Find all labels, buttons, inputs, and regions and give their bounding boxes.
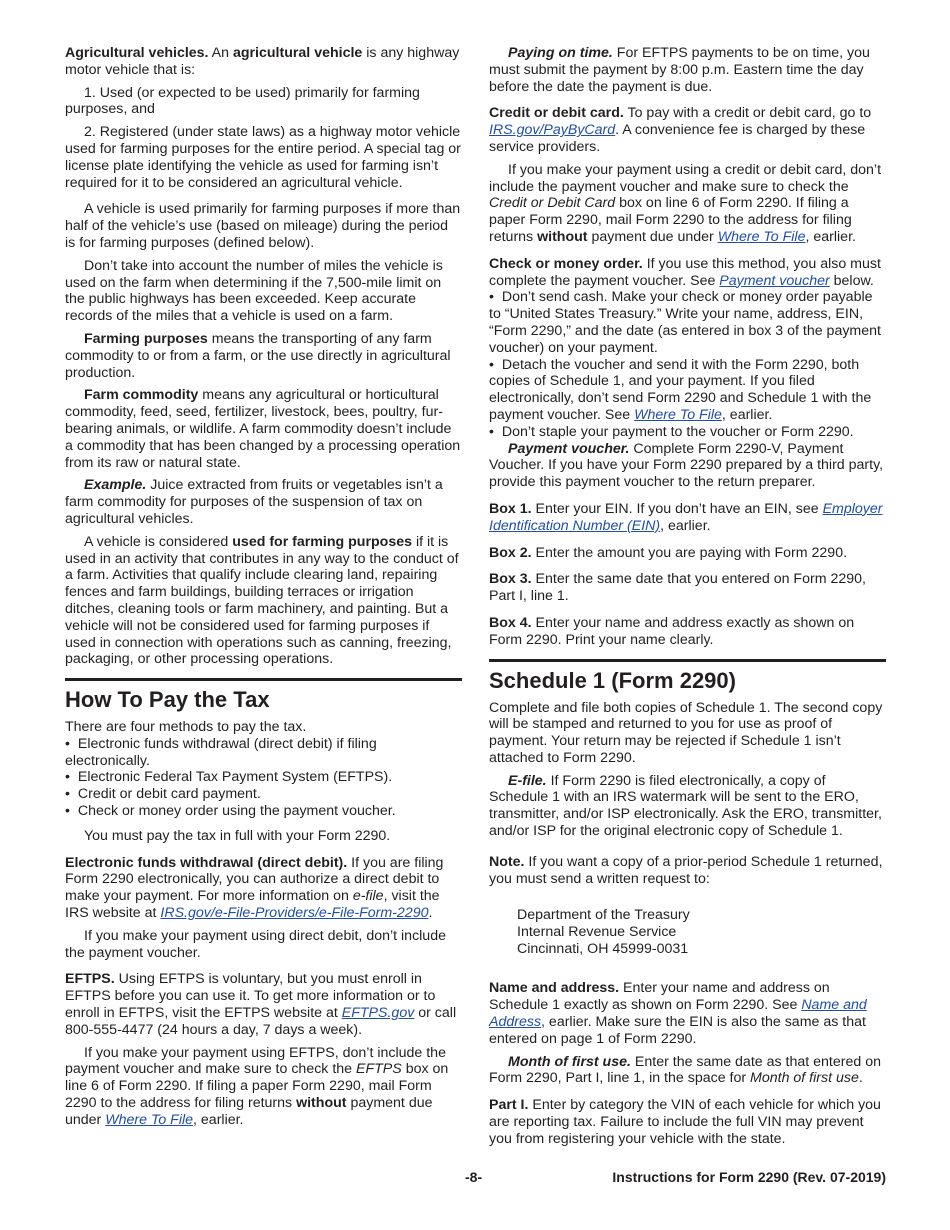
list-item: • Electronic Federal Tax Payment System (EFTPS). <box>65 769 462 786</box>
name-and-address-link[interactable]: Name and Address <box>489 997 867 1031</box>
list-item: • Don’t send cash. Make your check or money order payable to “United States Treasury.” Write your name, address, EIN, “Form 2290,” and the date (as entered in box 3 of the payment voucher) on your payment. <box>489 289 886 356</box>
where-to-file-link[interactable]: Where To File <box>634 406 722 423</box>
box1-paragraph: Box 1. Enter your EIN. If you don’t have an EIN, see Employer Identification Number (EIN), earlier. <box>489 500 883 534</box>
list-item: • Detach the voucher and send it with the Form 2290, both copies of Schedule 1, and your payment. If you filed electronically, don’t send Form 2290 and Schedule 1 with the payment voucher. See Where To File, earlier. <box>489 357 886 424</box>
payment-voucher-link[interactable]: Payment voucher <box>719 272 830 289</box>
left-column <box>65 45 462 1135</box>
where-to-file-link[interactable]: Where To File <box>717 228 806 245</box>
paybycard-link[interactable]: IRS.gov/PayByCard <box>489 122 616 139</box>
farm-commodity-paragraph: Farm commodity means any agricultural or horticultural commodity, feed, seed, fertilizer, livestock, bees, poultry, fur-bearing animals, or wildlife. A farm commodity doesn’t include a commodity that has been changed by a processing operation from its raw or natural state. <box>65 387 461 471</box>
agricultural-vehicles-paragraph: Agricultural vehicles. An agricultural vehicle is any highway motor vehicle that is: <box>65 45 460 78</box>
payment-methods-list <box>65 736 462 820</box>
used-for-farming-paragraph: A vehicle is considered used for farming purposes if it is used in an activity that contributes in any way to the conduct of a farm. Activities that qualify include clearing land, repairing fences and farm buildings, building terraces or irrigation ditches, cleaning tools or farm machinery, and painting. But a vehicle will not be considered used for farming purposes if used in connection with operations such as canning, freezing, packaging, or other processing operations. <box>65 533 459 668</box>
example-paragraph: Example. Juice extracted from fruits or vegetables isn’t a farm commodity for purposes of the suspension of tax on agricultural vehicles. <box>65 477 443 527</box>
mileage-paragraph: Don’t take into account the number of miles the vehicle is used on the farm when determining if the 7,500-mile limit on the public highways has been exceeded. Keep accurate records of the miles that a vehicle is used on a farm. <box>65 257 443 325</box>
section-divider <box>65 678 462 681</box>
list-item: • Check or money order using the payment voucher. <box>65 803 462 820</box>
schedule-1-heading: Schedule 1 (Form 2290) <box>489 667 736 693</box>
payment-voucher-paragraph: Payment voucher. Complete Form 2290-V, Payment Voucher. If you have your Form 2290 prepared by a third party, provide this payment voucher to the return preparer. <box>489 440 884 491</box>
list-item: • Electronic funds withdrawal (direct debit) if filing electronically. <box>65 736 462 770</box>
schedule-1-intro: Complete and file both copies of Schedule 1. The second copy will be stamped and returned to you for use as proof of payment. Your return may be rejected if Schedule 1 isn’t attached to Form 2290. <box>489 699 883 766</box>
direct-debit-voucher-paragraph: If you make your payment using direct debit, don’t include the payment voucher. <box>65 927 446 961</box>
box3-paragraph: Box 3. Enter the same date that you entered on Form 2290, Part I, line 1. <box>489 571 866 605</box>
primary-use-paragraph: A vehicle is used primarily for farming purposes if more than half of the vehicle’s use (based on mileage) during the period is for farming purposes (defined below). <box>65 201 461 251</box>
where-to-file-link[interactable]: Where To File <box>105 1111 194 1128</box>
credit-card-voucher-paragraph: If you make your payment using a credit or debit card, don’t include the payment voucher and make sure to check the Credit or Debit Card box on line 6 of Form 2290. If filing a paper Form 2290, mail Form 2290 to the address for filing returns without payment due under Where To File, earlier. <box>489 161 882 245</box>
check-instructions-list <box>489 289 886 440</box>
list-item: • Don’t staple your payment to the voucher or Form 2290. <box>489 424 886 441</box>
ag-condition-2: 2. Registered (under state laws) as a highway motor vehicle used for farming purposes for the entire period. A special tag or license plate identifying the vehicle as used for farming isn’t required for it to be considered an agricultural vehicle. <box>65 124 461 191</box>
efile-providers-link[interactable]: IRS.gov/e-File-Providers/e-File-Form-2290 <box>160 905 429 922</box>
name-address-paragraph: Name and address. Enter your name and address on Schedule 1 exactly as shown on Form 2290. See Name and Address, earlier. Make sure the EIN is also the same as that entered on page 1 of Form 2290. <box>489 980 867 1047</box>
right-column <box>489 45 886 1154</box>
efile-paragraph: E-file. If Form 2290 is filed electronically, a copy of Schedule 1 with an IRS watermark will be sent to the ERO, transmitter, and/or ISP electronically. Ask the ERO, transmitter, and/or ISP for the original electronic copy of Schedule 1. <box>489 772 882 840</box>
eftps-link[interactable]: EFTPS.gov <box>341 1005 415 1022</box>
part-1-paragraph: Part I. Enter by category the VIN of each vehicle for which you are reporting tax. Failure to include the full VIN may prevent you from registering your vehicle with the state. <box>489 1097 881 1147</box>
eftps-paragraph: EFTPS. Using EFTPS is voluntary, but you must enroll in EFTPS before you can use it. To get more information or to enroll in EFTPS, visit the EFTPS website at EFTPS.gov or call 800-555-4477 (24 hours a day, 7 days a week). <box>65 971 457 1038</box>
month-first-use-paragraph: Month of first use. Enter the same date as that entered on Form 2290, Part I, line 1, in the space for Month of first use. <box>489 1053 881 1087</box>
eftps-voucher-paragraph: If you make your payment using EFTPS, don’t include the payment voucher and make sure to check the EFTPS box on line 6 of Form 2290. If filing a paper Form 2290, mail Form 2290 to the address for filing returns without payment due under Where To File, earlier. <box>65 1044 449 1128</box>
pay-in-full-paragraph: You must pay the tax in full with your Form 2290. <box>84 827 391 844</box>
check-money-order-paragraph: Check or money order. If you use this method, you also must complete the payment voucher. See Payment voucher below. <box>489 255 881 289</box>
paying-on-time-paragraph: Paying on time. For EFTPS payments to be on time, you must submit the payment by 8:00 p.m. Eastern time the day before the date the payment is due. <box>489 45 870 95</box>
ein-link[interactable]: Employer Identification Number (EIN) <box>489 500 883 534</box>
ag-condition-1: 1. Used (or expected to be used) primarily for farming purposes, and <box>65 84 420 118</box>
page-number: -8- <box>465 1169 483 1185</box>
list-item: • Credit or debit card payment. <box>65 786 462 803</box>
direct-debit-paragraph: Electronic funds withdrawal (direct debit). If you are filing Form 2290 electronically, you can authorize a direct debit to make your payment. For more information on e-file, visit the IRS website at IRS.gov/e-File-Providers/e-File-Form-2290. <box>65 854 444 922</box>
mailing-address: Department of the Treasury Internal Revenue Service Cincinnati, OH 45999-0031 <box>517 907 690 958</box>
farming-purposes-paragraph: Farming purposes means the transporting of any farm commodity to or from a farm, or the use directly in agricultural production. <box>65 330 451 381</box>
section-divider <box>489 659 886 662</box>
how-to-pay-heading: How To Pay the Tax <box>65 687 270 713</box>
document-title: Instructions for Form 2290 (Rev. 07-2019) <box>612 1169 886 1185</box>
note-paragraph: Note. If you want a copy of a prior-period Schedule 1 returned, you must send a written request to: <box>489 853 883 887</box>
methods-intro: There are four methods to pay the tax. <box>65 719 307 736</box>
box2-paragraph: Box 2. Enter the amount you are paying with Form 2290. <box>489 544 848 561</box>
box4-paragraph: Box 4. Enter your name and address exactly as shown on Form 2290. Print your name clearly. <box>489 614 855 648</box>
credit-card-paragraph: Credit or debit card. To pay with a credit or debit card, go to IRS.gov/PayByCard. A convenience fee is charged by these service providers. <box>489 105 872 155</box>
